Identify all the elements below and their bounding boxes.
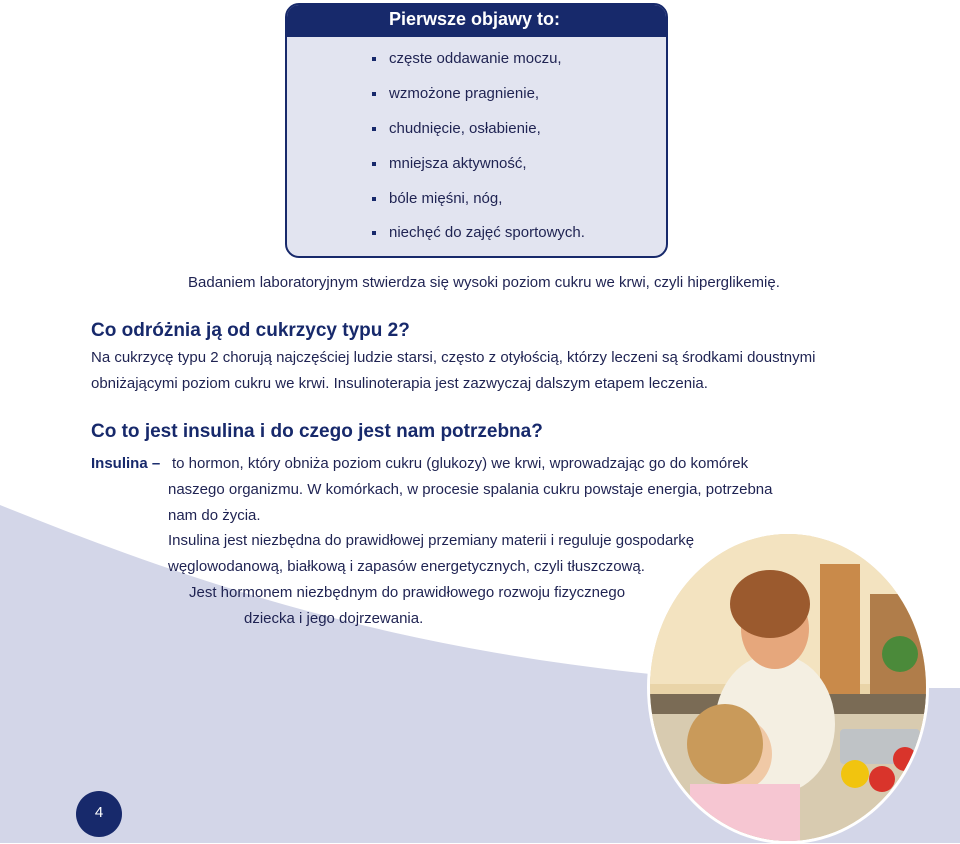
paragraph-line: węglowodanową, białkową i zapasów energetycznych, czyli tłuszczową. (168, 558, 645, 575)
section-heading-insulin: Co to jest insulina i do czego jest nam potrzebna? (91, 421, 543, 442)
symptom-item: mniejsza aktywność, (389, 155, 527, 172)
symptoms-title: Pierwsze objawy to: (287, 5, 666, 37)
lab-result-text: Badaniem laboratoryjnym stwierdza się wysoki poziom cukru we krwi, czyli hiperglikemię. (188, 274, 780, 291)
symptom-item: niechęć do zajęć sportowych. (389, 224, 585, 241)
paragraph-line: to hormon, który obniża poziom cukru (glukozy) we krwi, wprowadzając go do komórek (172, 455, 749, 472)
paragraph-line: naszego organizmu. W komórkach, w procesie spalania cukru powstaje energia, potrzebna (168, 481, 773, 498)
paragraph-line: nam do życia. (168, 507, 261, 524)
paragraph-line: Na cukrzycę typu 2 chorują najczęściej ludzie starsi, często z otyłością, którzy leczeni są środkami doustnymi (91, 349, 816, 366)
symptom-item: chudnięcie, osłabienie, (389, 120, 541, 137)
paragraph-line: obniżającymi poziom cukru we krwi. Insulinoterapia jest zazwyczaj dalszym etapem leczenia. (91, 375, 708, 392)
symptom-item: częste oddawanie moczu, (389, 50, 562, 67)
insulin-term: Insulina – (91, 455, 161, 472)
symptoms-box (285, 3, 668, 258)
paragraph-line: Insulina jest niezbędna do prawidłowej przemiany materii i reguluje gospodarkę (168, 532, 695, 549)
paragraph-line: Jest hormonem niezbędnym do prawidłowego rozwoju fizycznego (189, 584, 626, 601)
kitchen-photo (647, 531, 929, 844)
symptom-item: wzmożone pragnienie, (389, 85, 540, 102)
paragraph-line: dziecka i jego dojrzewania. (244, 610, 424, 627)
photo-illustration (650, 534, 926, 841)
section-heading-type2: Co odróżnia ją od cukrzycy typu 2? (91, 320, 410, 341)
symptom-item: bóle mięśni, nóg, (389, 190, 503, 207)
page-number: 4 (76, 791, 122, 837)
